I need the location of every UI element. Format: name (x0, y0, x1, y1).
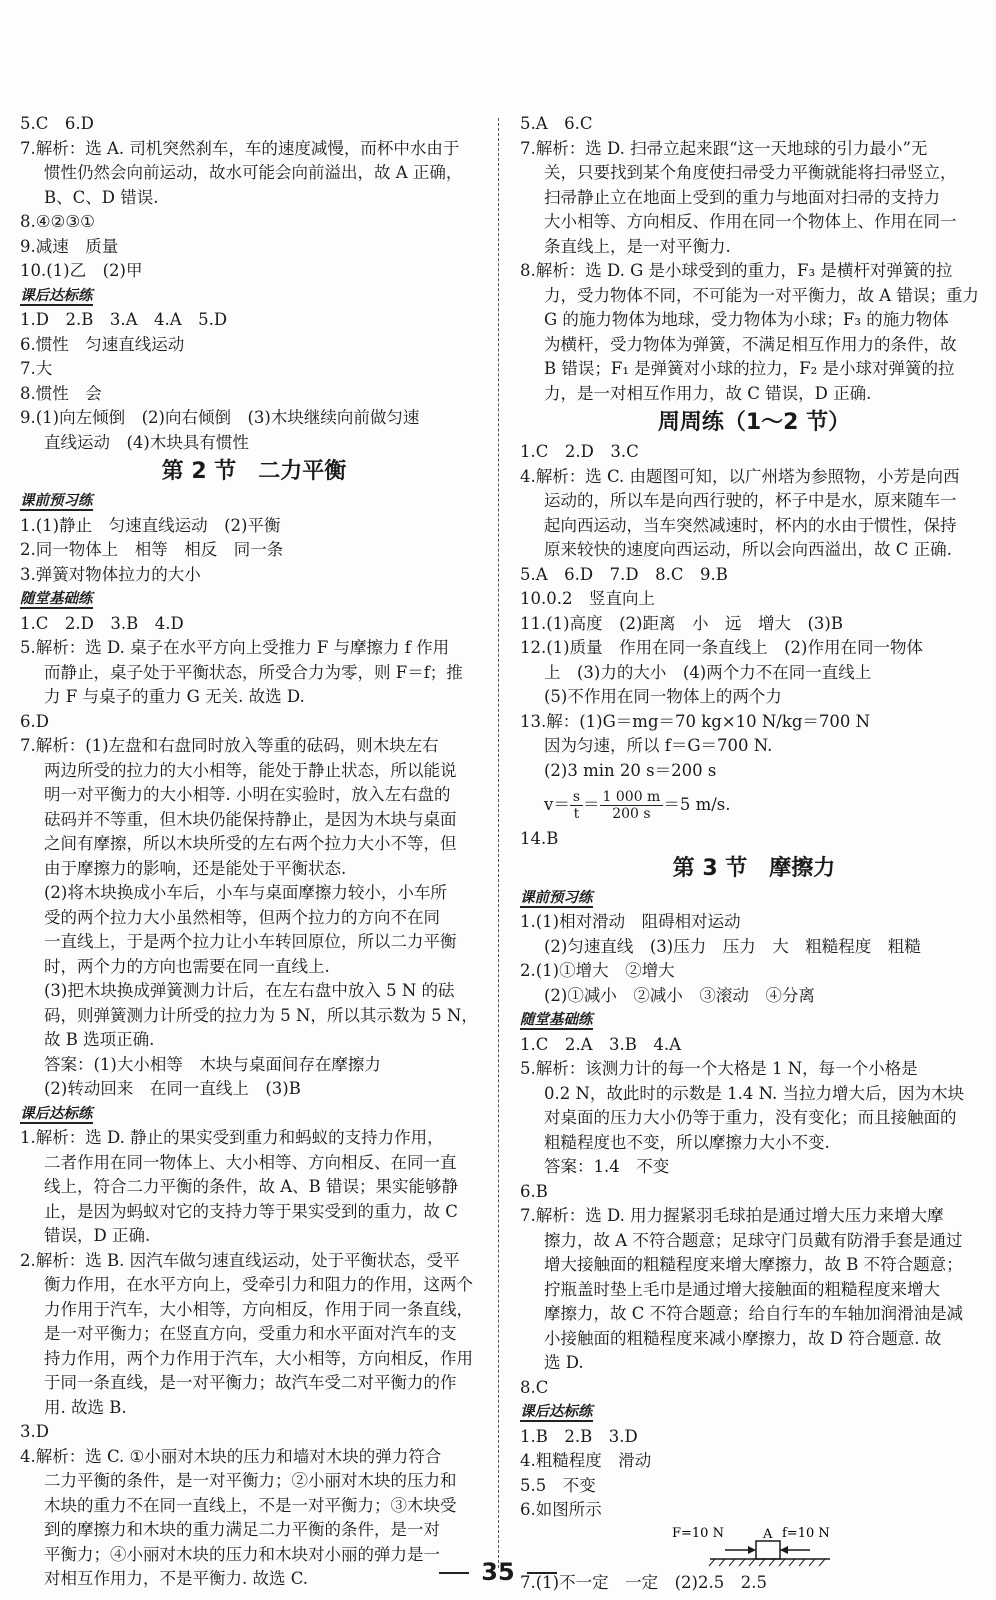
answer-line: 5.A 6.C (520, 114, 593, 133)
answer-line: 答案：(1)大小相等 木块与桌面间存在摩擦力 (44, 1054, 381, 1074)
section-heading (520, 886, 988, 911)
answer-line: (2)将木块换成小车后，小车与桌面摩擦力较小，小车所 (44, 883, 447, 902)
answer-line: 故 B 选项正确. (44, 1030, 155, 1049)
answer-line: 条直线上，是一对平衡力. (544, 236, 731, 256)
answer-line: 两边所受的拉力的大小相等，能处于静止状态，所以能说 (44, 760, 457, 780)
fraction-distance-over-time (600, 789, 664, 822)
answer-line: 2.(1)①增大 ②增大 (520, 961, 675, 980)
answer-line: 摩擦力，故 C 不符合题意；给自行车的车轴加润滑油是减 (544, 1304, 964, 1323)
answer-line: 而静止，桌子处于平衡状态，所受合力为零，则 F＝f；推 (44, 662, 463, 682)
answer-line: 1.B 2.B 3.D (520, 1426, 638, 1446)
answer-line: 5.A 6.D 7.D 8.C 9.B (520, 564, 728, 584)
answer-line: 上 (3)力的大小 (4)两个力不在同一直线上 (544, 662, 872, 682)
section-title: 第 2 节 二力平衡 (161, 459, 347, 484)
answer-line: 时，两个力的方向也需要在同一直线上. (44, 956, 330, 976)
answer-line: 持力作用，两个力作用于汽车，大小相等，方向相反，作用 (44, 1348, 473, 1368)
answer-line: G 的施力物体为地球，受力物体为小球；F₃ 的施力物体 (544, 310, 949, 329)
answer-line: 答案：1.4 不变 (544, 1157, 670, 1176)
answer-line: 粗糙程度也不变，所以摩擦力大小不变. (544, 1132, 830, 1152)
answer-line: (2)①减小 ②减小 ③滚动 ④分离 (544, 985, 815, 1005)
answer-line: 错误，D 正确. (44, 1226, 151, 1245)
answer-line: 衡力作用，在水平方向上，受牵引力和阻力的作用，这两个 (44, 1275, 473, 1294)
answer-line: 8.惯性 会 (20, 383, 102, 403)
answer-line: (2)转动回来 在同一直线上 (3)B (44, 1079, 301, 1098)
answer-line: 明一对平衡力的大小相等. 小明在实验时，放入左右盘的 (44, 785, 451, 804)
answer-line: 为横杆，受力物体为弹簧，不满足相互作用力的条件，故 (544, 334, 957, 354)
answer-line: 2.解析：选 B. 因汽车做匀速直线运动，处于平衡状态，受平 (20, 1250, 460, 1270)
column-divider (498, 118, 499, 1568)
answer-line: 受的两个拉力大小虽然相等，但两个拉力的方向不在同 (44, 907, 440, 927)
answer-line: 7.(1)不一定 一定 (2)2.5 2.5 (520, 1572, 767, 1592)
answer-line: 6.如图所示 (520, 1500, 602, 1519)
right-column-part-a (520, 112, 988, 783)
fraction-s-over-t (570, 789, 583, 822)
fraction-numerator: 1 000 m (600, 789, 664, 806)
answer-line: 平衡力；④小丽对木块的压力和木块对小丽的弹力是一 (44, 1544, 440, 1564)
answer-line: 1.(1)静止 匀速直线运动 (2)平衡 (20, 515, 281, 535)
answer-line: 5.解析：选 D. 桌子在水平方向上受推力 F 与摩擦力 f 作用 (20, 638, 450, 657)
section-heading-text: 随堂基础练 (520, 1012, 593, 1028)
answer-line: 拧瓶盖时垫上毛巾是通过增大接触面的粗糙程度来增大 (544, 1279, 940, 1299)
answer-line: B、C、D 错误. (44, 187, 159, 207)
section-heading-text: 课前预习练 (520, 889, 593, 906)
answer-line: 到的摩擦力和木块的重力满足二力平衡的条件，是一对 (44, 1520, 440, 1539)
answer-line: 止，是因为蚂蚁对它的支持力等于果实受到的重力，故 C (44, 1201, 458, 1221)
answer-line: 砝码并不等重，但木块仍能保持静止，是因为木块与桌面 (44, 809, 457, 829)
answer-line: 3.弹簧对物体拉力的大小 (20, 564, 201, 584)
answer-line: 原来较快的速度向西运动，所以会向西溢出，故 C 正确. (544, 540, 952, 559)
answer-line: 由于摩擦力的影响，还是能处于平衡状态. (44, 858, 347, 878)
answer-line: 6.B (520, 1181, 548, 1201)
answer-line: 12.(1)质量 作用在同一条直线上 (2)作用在同一物体 (520, 638, 923, 657)
answer-line: 7.大 (20, 359, 53, 378)
formula-lhs: v＝ (544, 795, 570, 814)
answer-line: 于同一条直线，是一对平衡力；故汽车受二对平衡力的作 (44, 1373, 457, 1392)
answer-line: 13.解：(1)G＝mg＝70 kg×10 N/kg＝700 N (520, 711, 871, 731)
arrowhead-right (748, 1546, 756, 1554)
answer-line: 11.(1)高度 (2)距离 小 远 增大 (3)B (520, 613, 843, 633)
answer-line: 1.C 2.A 3.B 4.A (520, 1034, 682, 1054)
section-heading-text: 课前预习练 (20, 493, 93, 509)
answer-line: 9.减速 质量 (20, 236, 119, 256)
answer-line: 因为匀速，所以 f＝G＝700 N. (544, 736, 773, 755)
answer-line: 5.解析：该测力计的每一个大格是 1 N，每一个小格是 (520, 1059, 918, 1078)
answer-line: (5)不作用在同一物体上的两个力 (544, 687, 782, 706)
answer-line: 6.D (20, 711, 49, 731)
answer-line: 4.解析：选 C. 由题图可知，以广州塔为参照物，小芳是向西 (520, 466, 960, 486)
answer-line: 1.C 2.D 3.B 4.D (20, 613, 184, 633)
answer-line: 力，是一对相互作用力，故 C 错误，D 正确. (544, 383, 872, 403)
answer-line: 4.解析：选 C. ①小丽对木块的压力和墙对木块的弹力符合 (20, 1446, 442, 1466)
answer-line: 力，受力物体不同，不可能为一对平衡力，故 A 错误；重力 (544, 285, 979, 305)
answer-line: 大小相等、方向相反、作用在同一个物体上、作用在同一 (544, 212, 957, 231)
answer-line: 码，则弹簧测力计所受的拉力为 5 N，所以其示数为 5 N， (44, 1005, 478, 1025)
answer-line: 7.解析：(1)左盘和右盘同时放入等重的砝码，则木块左右 (20, 736, 439, 755)
answer-line: 7.解析：选 A. 司机突然刹车，车的速度减慢，而杯中水由于 (20, 138, 460, 158)
right-column-part-b (520, 827, 988, 1523)
answer-line: 10.(1)乙 (2)甲 (20, 261, 143, 280)
answer-line: 力 F 与桌子的重力 G 无关. 故选 D. (44, 687, 305, 706)
answer-line: 增大接触面的粗糙程度来增大摩擦力，故 B 不符合题意； (544, 1255, 963, 1274)
arrowhead-left (780, 1546, 788, 1554)
section-heading (20, 1102, 488, 1127)
formula-result: ＝5 m/s. (663, 795, 731, 814)
answer-line: 木块的重力不在同一直线上，不是一对平衡力；③木块受 (44, 1495, 457, 1515)
answer-line: 1.解析：选 D. 静止的果实受到重力和蚂蚁的支持力作用， (20, 1128, 444, 1147)
answer-line: 用. 故选 B. (44, 1397, 127, 1417)
formula-equals: ＝ (583, 795, 600, 814)
answer-line: (2)3 min 20 s＝200 s (544, 760, 717, 780)
answer-line: (3)把木块换成弹簧测力计后，在左右盘中放入 5 N 的砝 (44, 981, 455, 1000)
section-heading (520, 1400, 988, 1425)
answer-line: 9.(1)向左倾倒 (2)向右倾倒 (3)木块继续向前做匀速 (20, 408, 420, 427)
answer-line: 对相互作用力，不是平衡力. 故选 C. (44, 1569, 309, 1588)
answer-line: 是一对平衡力；在竖直方向，受重力和水平面对汽车的支 (44, 1324, 457, 1343)
section-title: 周周练（1～2 节） (657, 410, 851, 435)
block-label: A (763, 1526, 773, 1542)
fraction-numerator: s (570, 789, 583, 806)
answer-line: 4.粗糙程度 滑动 (520, 1451, 652, 1470)
fraction-denominator: 200 s (612, 806, 651, 822)
fraction-denominator: t (573, 806, 580, 822)
answer-line: 二力平衡的条件，是一对平衡力；②小丽对木块的压力和 (44, 1471, 457, 1490)
answer-line: 8.④②③① (20, 212, 95, 231)
section-heading-text: 随堂基础练 (20, 591, 93, 607)
answer-line: 一直线上，于是两个拉力让小车转回原位，所以二力平衡 (44, 932, 457, 951)
answer-line: 惯性仍然会向前运动，故水可能会向前溢出，故 A 正确， (44, 163, 463, 182)
answer-line: 8.C (520, 1377, 549, 1397)
left-column (20, 112, 488, 1592)
section-heading-text: 课后达标练 (520, 1404, 593, 1420)
answer-line: 0.2 N，故此时的示数是 1.4 N. 当拉力增大后，因为木块 (544, 1083, 965, 1103)
answer-line: 2.同一物体上 相等 相反 同一条 (20, 540, 284, 559)
answer-line: 扫帚静止立在地面上受到的重力与地面对扫帚的支持力 (544, 187, 940, 207)
section-heading-text: 课后达标练 (20, 287, 93, 304)
section-heading-text: 课后达标练 (20, 1105, 93, 1122)
answer-line: 7.解析：选 D. 用力握紧羽毛球拍是通过增大压力来增大摩 (520, 1206, 944, 1225)
answer-line: 5.C 6.D (20, 114, 94, 133)
answer-line: 10.0.2 竖直向上 (520, 589, 655, 608)
section-title: 第 3 节 摩擦力 (672, 855, 836, 881)
answer-line: 5.5 不变 (520, 1475, 596, 1495)
answer-line: 3.D (20, 1422, 49, 1441)
answer-line: 之间有摩擦，所以木块所受的左右两个拉力大小不等，但 (44, 834, 457, 853)
answer-line: 运动的，所以车是向西行驶的，杯子中是水，原来随车一 (544, 491, 957, 510)
answer-line: B 错误；F₁ 是弹簧对小球的拉力，F₂ 是小球对弹簧的拉 (544, 359, 955, 378)
section-heading (20, 284, 488, 309)
answer-line: 关，只要找到某个角度使扫帚受力平衡就能将扫帚竖立， (544, 163, 957, 182)
answer-line: 二者作用在同一物体上、大小相等、方向相反、在同一直 (44, 1152, 457, 1172)
velocity-formula (520, 783, 988, 827)
answer-line: 6.惯性 匀速直线运动 (20, 334, 185, 354)
answer-line: 起向西运动，当车突然减速时，杯内的水由于惯性，保持 (544, 515, 957, 535)
answer-line: 直线运动 (4)木块具有惯性 (44, 432, 249, 452)
answer-line: 力作用于汽车，大小相等，方向相反，作用于同一条直线， (44, 1299, 473, 1319)
answer-line: 8.解析：选 D. G 是小球受到的重力，F₃ 是横杆对弹簧的拉 (520, 261, 953, 280)
answer-line: 对桌面的压力大小仍等于重力，没有变化；而且接触面的 (544, 1108, 957, 1127)
answer-line: 1.D 2.B 3.A 4.A 5.D (20, 310, 228, 329)
answer-line: 小接触面的粗糙程度来减小摩擦力，故 D 符合题意. 故 (544, 1328, 942, 1348)
answer-line: 1.C 2.D 3.C (520, 442, 639, 461)
answer-line: (2)匀速直线 (3)压力 压力 大 粗糙程度 粗糙 (544, 936, 921, 956)
force-label-left: F=10 N (672, 1525, 724, 1541)
section-heading (520, 1008, 988, 1033)
answer-line: 7.解析：选 D. 扫帚立起来跟“这一天地球的引力最小”无 (520, 138, 928, 158)
force-label-right: f=10 N (782, 1525, 830, 1541)
block-a (756, 1541, 780, 1559)
section-heading (20, 489, 488, 514)
answer-line: 1.(1)相对滑动 阻碍相对运动 (520, 912, 741, 931)
answer-line: 擦力，故 A 不符合题意；足球守门员戴有防滑手套是通过 (544, 1230, 963, 1250)
page-number: 35 (0, 1558, 996, 1586)
right-column (520, 112, 988, 1595)
answer-line: 线上，符合二力平衡的条件，故 A、B 错误；果实能够静 (44, 1177, 459, 1196)
answer-line: 选 D. (544, 1353, 584, 1372)
answer-line: 14.B (520, 829, 559, 848)
section-heading (20, 587, 488, 612)
